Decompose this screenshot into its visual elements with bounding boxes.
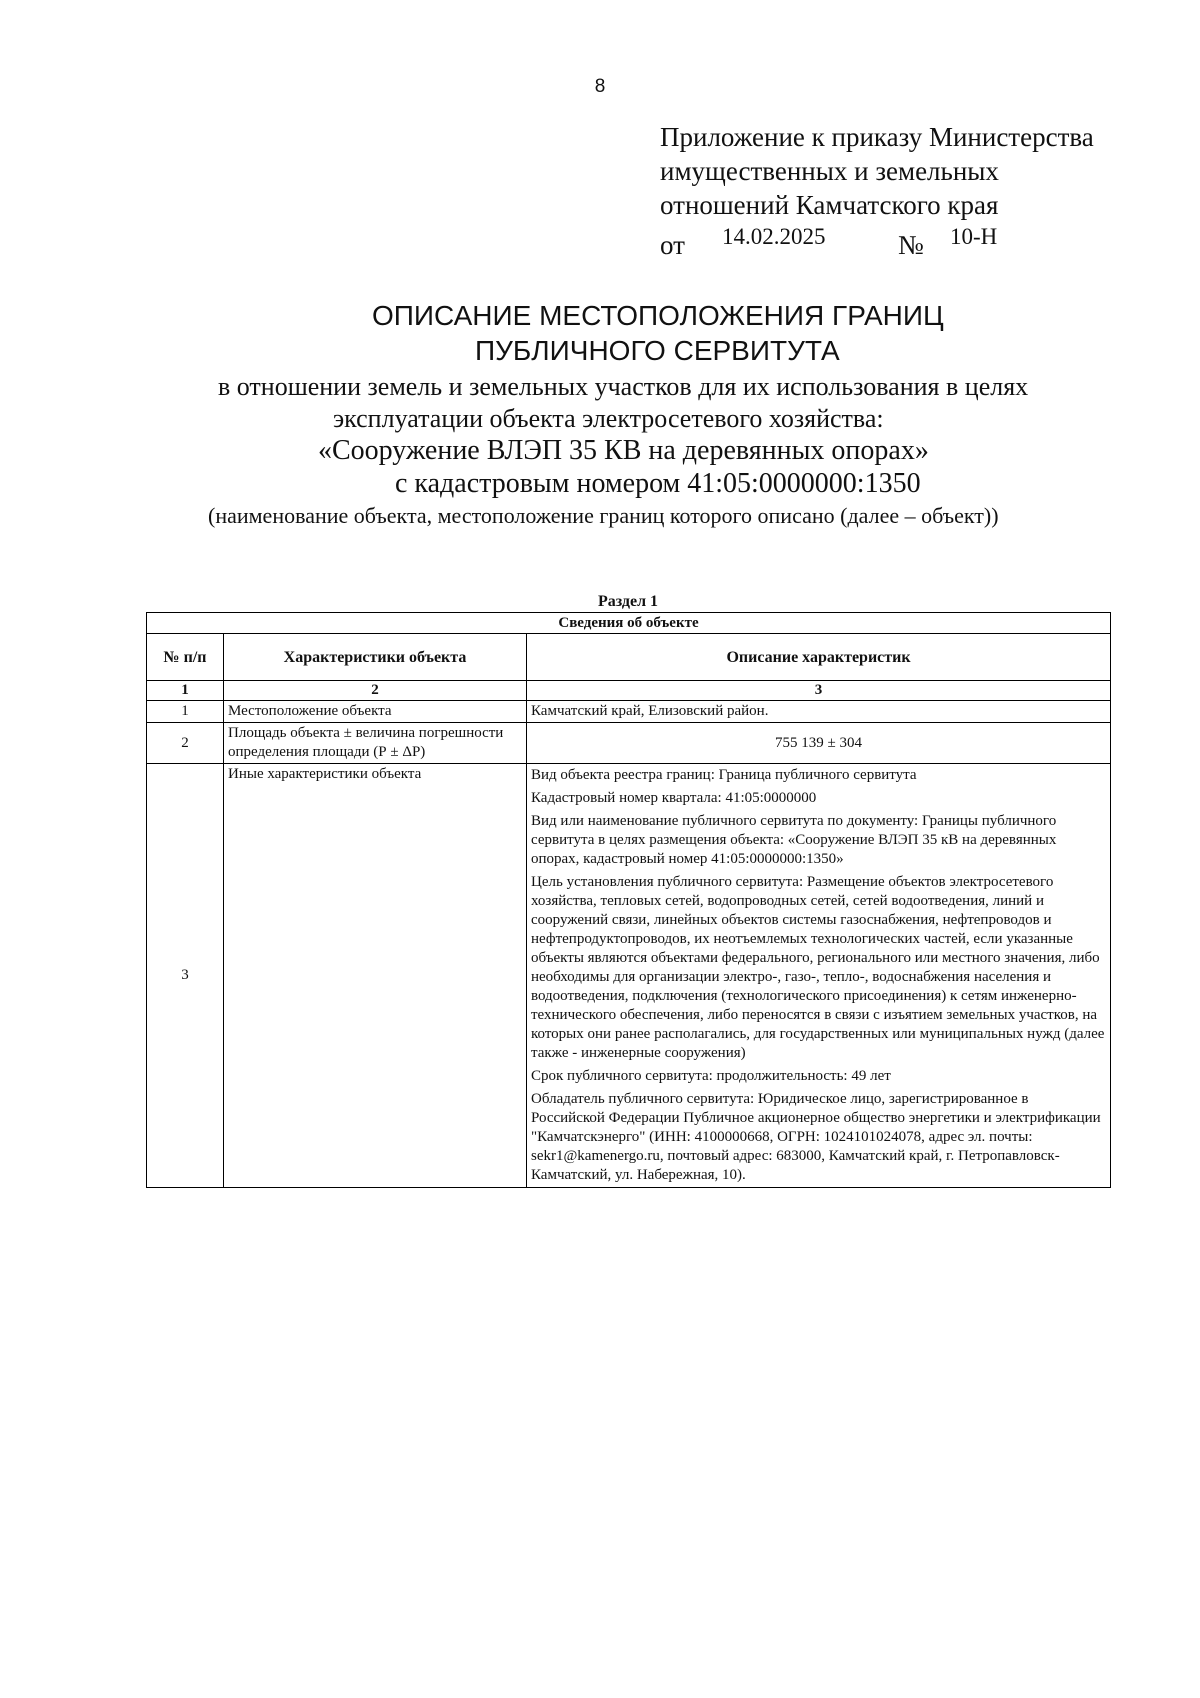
description-item: Обладатель публичного сервитута: Юридическое лицо, зарегистрированное в Российской Федерации Публичное акционерное общество энергетики и электрификации "Камчатскэнерго" (ИНН: 4100000668, ОГРН: 1024101024078, адрес эл. почты: sekr1@kamenergo.ru, почтовый адрес: 683000, Камчатский край, г. Петропавловск-Камчатский, ул. Набережная, 10).: [531, 1091, 1101, 1183]
description-item: Срок публичного сервитута: продолжительность: 49 лет: [531, 1068, 891, 1084]
page-number: 8: [594, 76, 606, 97]
table-row: [147, 764, 1111, 1188]
row-characteristic: Местоположение объекта: [224, 701, 527, 723]
column-index: 1: [147, 681, 224, 701]
description-item: Кадастровый номер квартала: 41:05:0000000: [531, 790, 817, 806]
order-number: 10-Н: [950, 224, 998, 249]
header-characteristics: Характеристики объекта: [224, 634, 527, 681]
row-description: [527, 764, 1111, 1188]
title-line: ПУБЛИЧНОГО СЕРВИТУТА: [475, 335, 840, 366]
row-characteristic: Иные характеристики объекта: [224, 764, 527, 1188]
table-caption-row: [147, 613, 1111, 634]
table-row: [147, 723, 1111, 764]
title-note: (наименование объекта, местоположение границ которого описано (далее – объект)): [208, 503, 999, 528]
row-number: 3: [147, 764, 224, 1188]
row-number: 2: [147, 723, 224, 764]
column-index: 2: [224, 681, 527, 701]
row-characteristic: Площадь объекта ± величина погрешности определения площади (Р ± ΔР): [224, 723, 527, 764]
description-item: Вид или наименование публичного сервитута по документу: Границы публичного сервитута в целях размещения объекта: «Сооружение ВЛЭП 35 кВ на деревянных опорах, кадастровый номер 41:05:0000000:1350»: [531, 813, 1057, 867]
annex-line: Приложение к приказу Министерства: [660, 122, 1094, 152]
annex-line: отношений Камчатского края: [660, 190, 999, 220]
column-index: 3: [527, 681, 1111, 701]
order-number-label: №: [898, 230, 924, 260]
title-line: ОПИСАНИЕ МЕСТОПОЛОЖЕНИЯ ГРАНИЦ: [372, 300, 944, 331]
column-index-row: [147, 681, 1111, 701]
row-description: Камчатский край, Елизовский район.: [527, 701, 1111, 723]
order-date: 14.02.2025: [722, 224, 826, 249]
table-header-row: [147, 634, 1111, 681]
cadastral-number: с кадастровым номером 41:05:0000000:1350: [395, 468, 921, 499]
description-item: Цель установления публичного сервитута: Размещение объектов электросетевого хозяйства, тепловых сетей, водопроводных сетей, сетей водоотведения, линий и сооружений связи, линейных объектов системы газоснабжения, нефтепроводов и нефтепродуктопроводов, их неотъемлемых технологических частей, если указанные объекты являются объектами федерального, регионального или местного значения, либо необходимы для организации электро-, газо-, тепло-, водоснабжения населения и водоотведения, подключения (технологического присоединения) к сетям инженерно-технического обеспечения, либо переносятся в связи с изъятием земельных участков, на которых они ранее располагались, для государственных или муниципальных нужд (далее также - инженерные сооружения): [531, 874, 1105, 1061]
header-num: № п/п: [147, 634, 224, 681]
row-number: 1: [147, 701, 224, 723]
table-caption: Сведения об объекте: [147, 613, 1111, 634]
object-name: «Сооружение ВЛЭП 35 КВ на деревянных опорах»: [318, 435, 929, 466]
object-info-table: [146, 612, 1111, 1188]
subtitle-line: эксплуатации объекта электросетевого хозяйства:: [333, 404, 884, 433]
description-item: Вид объекта реестра границ: Граница публичного сервитута: [531, 767, 917, 783]
order-reference: [660, 222, 1180, 260]
order-from-label: от: [660, 230, 685, 260]
annex-line: имущественных и земельных: [660, 156, 999, 186]
header-description: Описание характеристик: [527, 634, 1111, 681]
annex-header: [660, 120, 1180, 260]
object-info-section: [146, 591, 1110, 1188]
row-description: 755 139 ± 304: [527, 723, 1111, 764]
table-row: [147, 701, 1111, 723]
section-label: Раздел 1: [597, 593, 659, 610]
subtitle-line: в отношении земель и земельных участков для их использования в целях: [218, 372, 1029, 401]
